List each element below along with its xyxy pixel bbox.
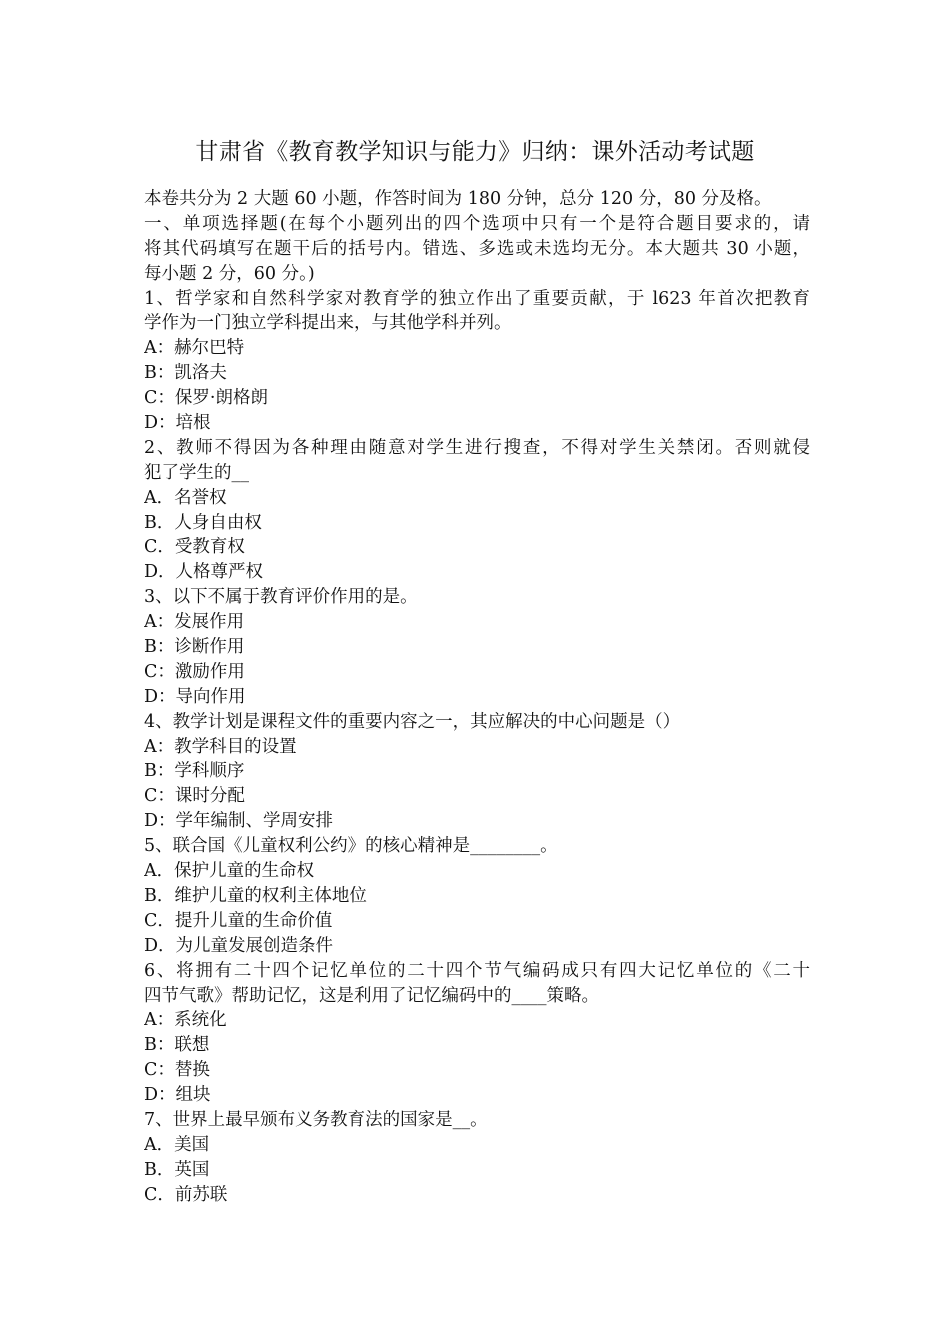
answer-option: A：教学科目的设置 <box>144 736 297 757</box>
question-stem: 学作为一门独立学科提出来，与其他学科并列。 <box>144 313 512 334</box>
question-item <box>144 287 810 436</box>
answer-option: A．美国 <box>144 1134 210 1155</box>
answer-option: B．维护儿童的权利主体地位 <box>144 885 367 906</box>
answer-option: C．提升儿童的生命价值 <box>144 910 333 931</box>
question-item <box>144 834 810 958</box>
intro-line: 一、单项选择题(在每个小题列出的四个选项中只有一个是符合题目要求的，请 <box>144 213 810 234</box>
answer-option: B：学科顺序 <box>144 761 245 782</box>
question-list <box>144 287 810 1208</box>
answer-option: A：发展作用 <box>144 612 245 633</box>
question-stem: 6、将拥有二十四个记忆单位的二十四个节气编码成只有四大记忆单位的《二十 <box>144 960 810 981</box>
intro-line: 本卷共分为 2 大题 60 小题，作答时间为 180 分钟，总分 120 分，80 分及格。 <box>144 189 772 209</box>
document-body <box>144 187 810 1208</box>
answer-option: D：培根 <box>144 413 211 434</box>
intro-line: 将其代码填写在题干后的括号内。错选、多选或未选均无分。本大题共 30 小题， <box>144 238 810 259</box>
question-item <box>144 710 810 834</box>
answer-option: D．人格尊严权 <box>144 562 264 583</box>
question-item <box>144 585 810 709</box>
answer-option: A：系统化 <box>144 1010 227 1031</box>
question-stem: 5、联合国《儿童权利公约》的核心精神是________。 <box>144 836 558 857</box>
answer-option: C：替换 <box>144 1060 210 1081</box>
answer-option: C：课时分配 <box>144 786 245 807</box>
answer-option: A．保护儿童的生命权 <box>144 861 315 882</box>
answer-option: B．英国 <box>144 1159 210 1180</box>
answer-option: D．为儿童发展创造条件 <box>144 935 334 956</box>
question-stem: 4、教学计划是课程文件的重要内容之一，其应解决的中心问题是（） <box>144 711 681 732</box>
question-stem: 2、教师不得因为各种理由随意对学生进行搜查，不得对学生关禁闭。否则就侵 <box>144 437 810 458</box>
answer-option: B：凯洛夫 <box>144 363 227 384</box>
answer-option: A．名誉权 <box>144 487 227 508</box>
question-stem: 7、世界上最早颁布义务教育法的国家是__。 <box>144 1109 488 1130</box>
question-stem: 3、以下不属于教育评价作用的是。 <box>144 587 418 608</box>
answer-option: C：激励作用 <box>144 661 245 682</box>
question-stem: 1、哲学家和自然科学家对教育学的独立作出了重要贡献，于 l623 年首次把教育 <box>144 288 810 309</box>
document-title: 甘肃省《教育教学知识与能力》归纳：课外活动考试题 <box>195 139 755 165</box>
answer-option: D：导向作用 <box>144 686 246 707</box>
answer-option: B：诊断作用 <box>144 637 245 658</box>
question-stem: 四节气歌》帮助记忆，这是利用了记忆编码中的____策略。 <box>144 985 599 1006</box>
question-item <box>144 1108 810 1208</box>
answer-option: B．人身自由权 <box>144 512 262 533</box>
answer-option: D：学年编制、学周安排 <box>144 811 334 832</box>
answer-option: B：联想 <box>144 1035 210 1056</box>
answer-option: C：保罗·朗格朗 <box>144 388 268 409</box>
intro-line: 每小题 2 分，60 分。) <box>144 263 315 284</box>
answer-option: A：赫尔巴特 <box>144 338 245 359</box>
question-item <box>144 959 810 1108</box>
answer-option: C．受教育权 <box>144 537 245 558</box>
question-item <box>144 436 810 585</box>
answer-option: C．前苏联 <box>144 1184 228 1205</box>
question-stem: 犯了学生的__ <box>144 462 249 483</box>
answer-option: D：组块 <box>144 1085 211 1106</box>
